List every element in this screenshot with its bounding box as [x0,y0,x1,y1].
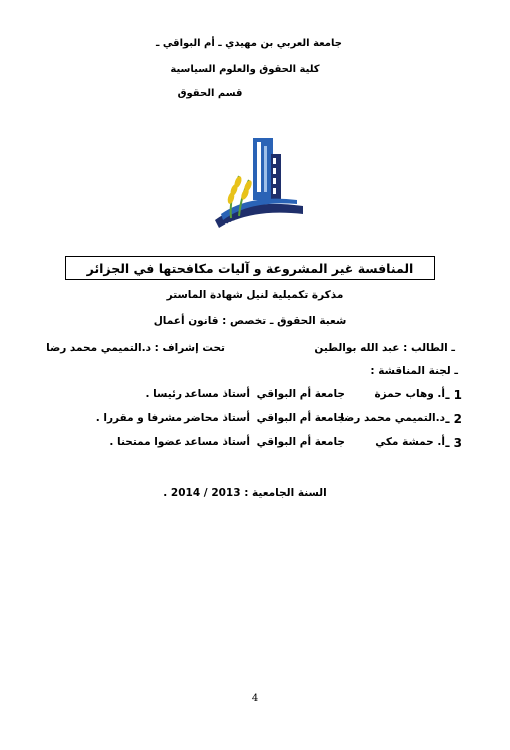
member-name: أ. حمشة مكي [375,436,445,448]
member-name: د.التميمي محمد رضا [340,412,445,424]
member-role: رئيسا . [145,388,182,400]
thesis-title-box [65,256,435,280]
committee-member-row [0,412,510,432]
department-name: قسم الحقوق [177,88,243,99]
supervisor-line: تحت إشراف : د.التميمي محمد رضا [46,342,225,354]
page-number: 4 [251,693,259,704]
member-role: عضوا ممتحنا . [109,436,182,448]
university-name: جامعة العربي بن مهيدي ـ أم البواقي ـ [156,38,342,49]
thesis-title: المنافسة غير المشروعة و آليات مكافحتها في الجزائر [86,260,414,276]
thesis-subtitle: مذكرة تكميلية لنيل شهادة الماستر [166,289,344,301]
university-logo-icon [205,128,315,238]
student-line: ـ الطالب : عبد الله بوالطين [314,342,455,354]
member-number: 2 ـ [445,412,462,426]
member-university: جامعة أم البواقي [256,412,345,424]
member-university: جامعة أم البواقي [256,436,345,448]
member-role: مشرفا و مقررا . [95,412,182,424]
committee-member-row [0,436,510,456]
academic-year: السنة الجامعية : 2013 / 2014 . [163,487,327,499]
member-number: 1 ـ [445,388,462,402]
committee-label: ـ لجنة المناقشة : [370,365,458,377]
member-number: 3 ـ [445,436,462,450]
faculty-name: كلية الحقوق والعلوم السياسية [170,64,320,75]
member-rank: أستاذ مساعد [184,388,250,400]
member-rank: أستاذ مساعد [184,436,250,448]
specialty-line: شعبة الحقوق ـ تخصص : قانون أعمال [153,315,347,327]
member-name: أ. وهاب حمزة [374,388,445,400]
member-university: جامعة أم البواقي [256,388,345,400]
committee-member-row [0,388,510,408]
member-rank: أستاذ محاضر [184,412,250,424]
